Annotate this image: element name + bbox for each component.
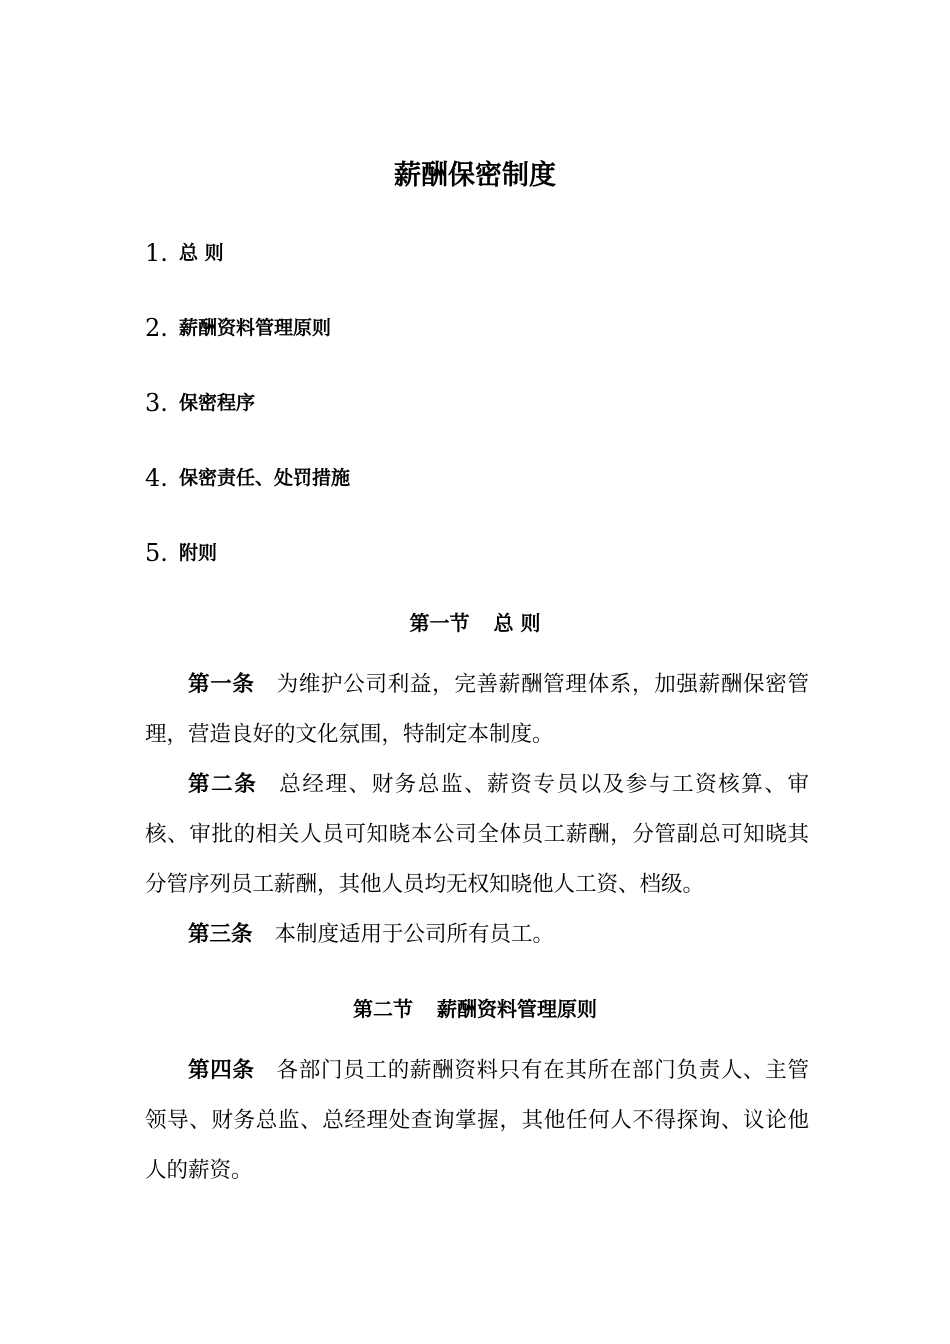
toc-item-number: 5. — [145, 539, 168, 567]
toc-item-label: 薪酬资料管理原则 — [179, 317, 332, 339]
toc-item-number: 2. — [145, 314, 168, 342]
section-heading — [0, 608, 950, 638]
toc-item — [145, 308, 805, 383]
toc-item-number: 3. — [145, 389, 168, 417]
toc-item-label: 总 则 — [179, 242, 224, 264]
article-text: 各部门员工的薪酬资料只有在其所在部门负责人、主管领导、财务总监、总经理处查询掌握，其他任何人不得探询、议论他人的薪资。 — [145, 1058, 809, 1183]
article-paragraph — [145, 1046, 809, 1196]
table-of-contents — [145, 233, 805, 608]
article-number: 第一条 — [188, 672, 255, 697]
article-text: 本制度适用于公司所有员工。 — [274, 922, 555, 947]
article-text: 总经理、财务总监、薪资专员以及参与工资核算、审核、审批的相关人员可知晓本公司全体员工薪酬，分管副总可知晓其分管序列员工薪酬，其他人员均无权知晓他人工资、档级。 — [145, 772, 809, 897]
article-text: 为维护公司利益，完善薪酬管理体系，加强薪酬保密管理，营造良好的文化氛围，特制定本制度。 — [145, 672, 809, 747]
article-paragraph — [145, 660, 809, 760]
section-number: 第一节 — [409, 611, 470, 635]
toc-item-number: 1. — [145, 239, 168, 267]
toc-item — [145, 383, 805, 458]
section-heading — [0, 994, 950, 1024]
toc-item-label: 保密程序 — [179, 392, 256, 414]
section-number: 第二节 — [353, 997, 413, 1021]
article-paragraph — [145, 760, 809, 910]
toc-item — [145, 458, 805, 533]
toc-item-label: 附则 — [179, 542, 218, 564]
article-number: 第四条 — [188, 1058, 255, 1083]
article-paragraph — [145, 910, 809, 960]
article-number: 第二条 — [188, 772, 258, 797]
toc-item — [145, 533, 805, 608]
toc-item — [145, 233, 805, 308]
section-title: 总 则 — [493, 611, 541, 635]
article-number: 第三条 — [188, 922, 253, 947]
document-title: 薪酬保密制度 — [394, 160, 556, 191]
section-title: 薪酬资料管理原则 — [437, 997, 597, 1021]
toc-item-number: 4. — [145, 464, 168, 492]
toc-item-label: 保密责任、处罚措施 — [179, 467, 351, 489]
